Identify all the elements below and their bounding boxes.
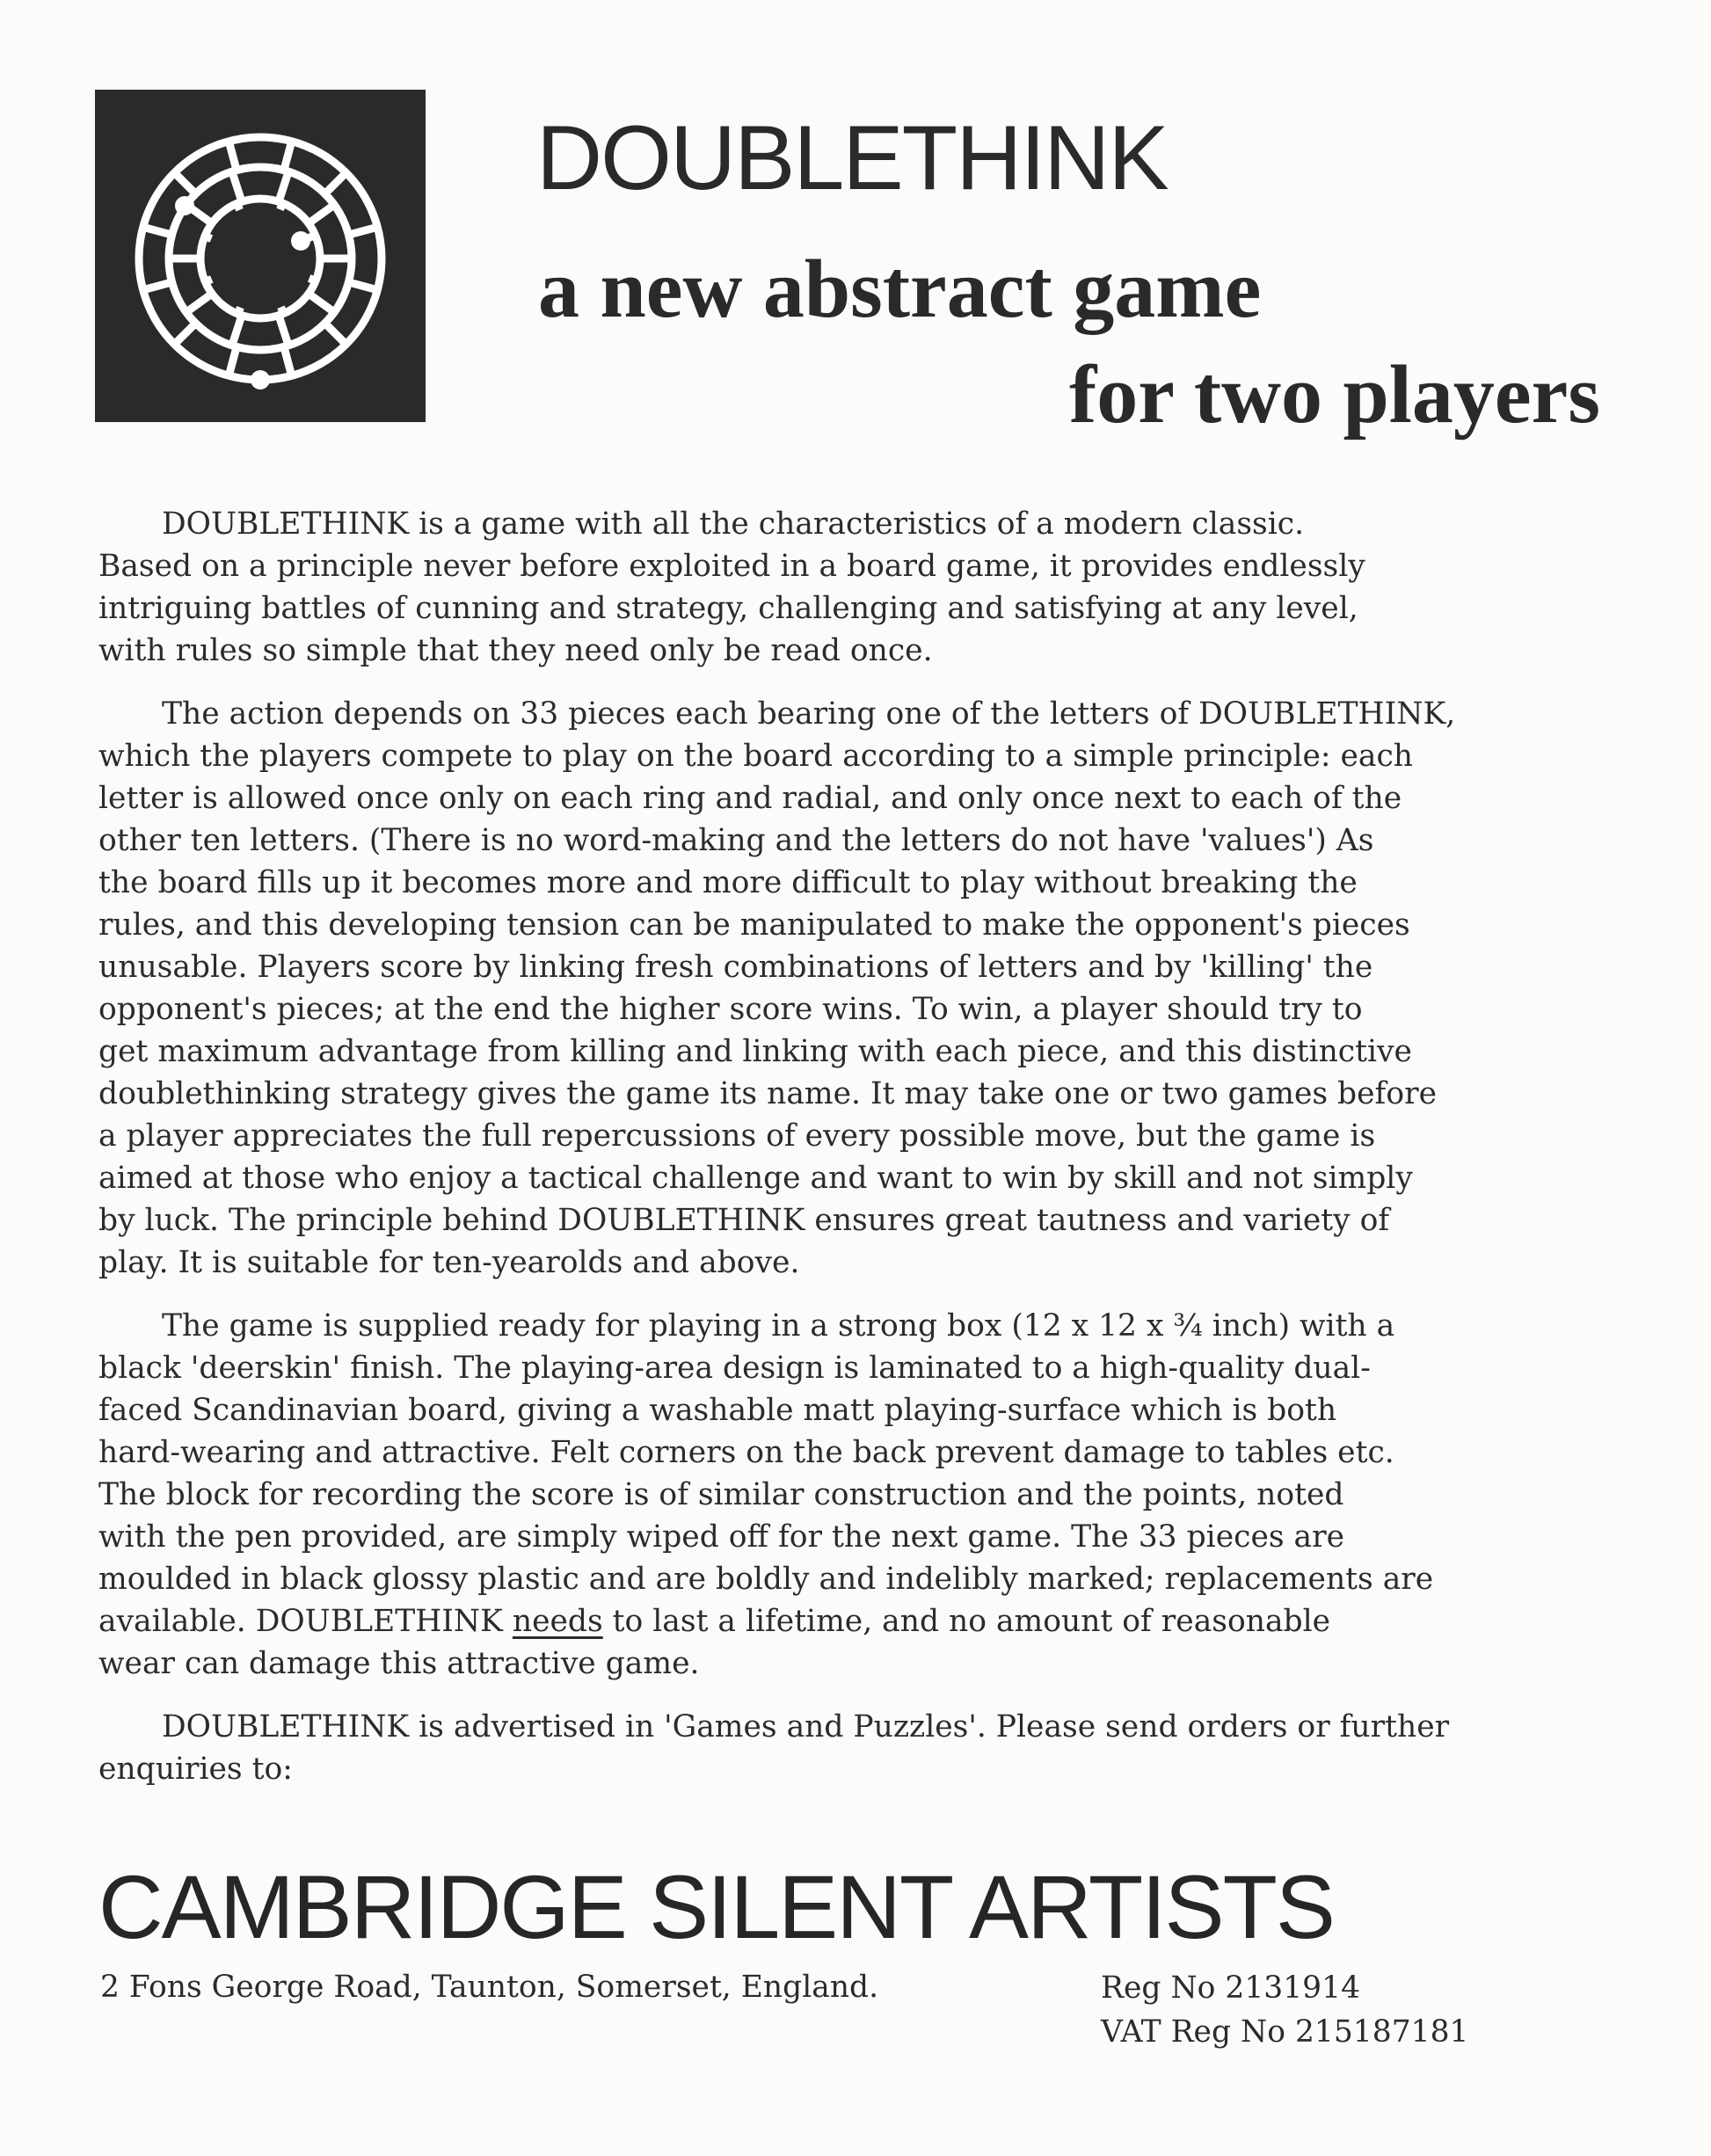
board-radial [232, 171, 242, 201]
logo [95, 90, 426, 422]
board-radial [309, 294, 334, 312]
text-line: play. It is suitable for ten-yearolds and above. [98, 1245, 800, 1280]
board-radial [284, 142, 292, 171]
board-radial [174, 172, 195, 193]
paragraph-supply [98, 1305, 1611, 1685]
board-radial [232, 316, 242, 346]
board-spoke [309, 235, 315, 237]
board-radial [229, 346, 237, 375]
underlined-word: needs [512, 1604, 603, 1639]
text-line: Based on a principle never before exploited in a board game, it provides endlessly [98, 549, 1365, 584]
board-spoke [205, 237, 211, 239]
text-line: faced Scandinavian board, giving a washable matt playing-surface which is both [98, 1393, 1337, 1428]
vat-reg-number: VAT Reg No 215187181 [1101, 2014, 1469, 2050]
board-spoke [280, 203, 282, 209]
text-line: moulded in black glossy plastic and are boldly and indelibly marked; replacements are [98, 1562, 1434, 1597]
circular-game-board-icon [95, 90, 426, 422]
board-ring [200, 199, 320, 318]
company-name: CAMBRIDGE SILENT ARTISTS [98, 1857, 1334, 1957]
body-text [98, 503, 1611, 1811]
text-line: intriguing battles of cunning and strategy, challenging and satisfying at any level, [98, 591, 1358, 626]
board-spoke [238, 308, 241, 314]
text-line: get maximum advantage from killing and linking with each piece, and this distinctive [98, 1034, 1412, 1069]
board-piece [291, 231, 310, 251]
text-line-underlined [98, 1600, 1611, 1642]
board-radial [348, 227, 377, 235]
board-spoke [205, 279, 211, 281]
board-radial [279, 316, 288, 346]
board-radial [186, 294, 212, 312]
text-fragment: to last a lifetime, and no amount of reasonable [602, 1604, 1331, 1639]
text-line: aimed at those who enjoy a tactical challenge and want to win by skill and not simply [98, 1161, 1413, 1196]
board-spoke [309, 278, 316, 280]
text-line: doublethinking strategy gives the game its name. It may take one or two games before [98, 1076, 1438, 1111]
board-radial [229, 142, 237, 171]
text-line: with rules so simple that they need only be read once. [98, 633, 933, 668]
reg-number: Reg No 2131914 [1101, 1970, 1361, 2006]
text-line: the board fills up it becomes more and more difficult to play without breaking the [98, 865, 1358, 900]
text-line: a player appreciates the full repercussions of every possible move, but the game is [98, 1118, 1376, 1154]
text-line: DOUBLETHINK is advertised in 'Games and Puzzles'. Please send orders or further [162, 1709, 1450, 1744]
board-radial [143, 227, 172, 235]
text-line: with the pen provided, are simply wiped off for the next game. The 33 pieces are [98, 1519, 1345, 1555]
text-line: The block for recording the score is of similar construction and the points, noted [98, 1477, 1344, 1512]
text-line: by luck. The principle behind DOUBLETHINK ensures great tautness and variety of [98, 1203, 1390, 1238]
board-radial [284, 346, 292, 375]
subtitle-line-1: a new abstract game [538, 244, 1262, 335]
board-radial [279, 171, 288, 201]
text-line: enquiries to: [98, 1752, 293, 1787]
board-radial [348, 282, 377, 290]
paragraph-intro [98, 503, 1611, 672]
text-line: opponent's pieces; at the end the higher score wins. To win, a player should try to [98, 992, 1363, 1027]
text-line: other ten letters. (There is no word-making and the letters do not have 'values') As [98, 823, 1374, 858]
text-line: letter is allowed once only on each ring and radial, and only once next to each of the [98, 781, 1402, 816]
board-radial [174, 324, 195, 345]
board-radial [325, 324, 346, 345]
board-piece [175, 196, 194, 215]
registration-info [1101, 1966, 1469, 2054]
text-line: which the players compete to play on the board according to a simple principle: each [98, 739, 1414, 774]
text-fragment: available. DOUBLETHINK [98, 1604, 513, 1639]
subtitle-line-2: for two players [1069, 349, 1600, 441]
board-radial [309, 205, 334, 223]
board-spoke [280, 307, 283, 313]
text-line: The game is supplied ready for playing in a strong box (12 x 12 x ¾ inch) with a [162, 1308, 1395, 1344]
company-address: 2 Fons George Road, Taunton, Somerset, England. [100, 1970, 879, 2005]
text-line: hard-wearing and attractive. Felt corners on the back prevent damage to tables etc. [98, 1435, 1394, 1470]
page-title: DOUBLETHINK [536, 107, 1168, 209]
text-line: rules, and this developing tension can be manipulated to make the opponent's pieces [98, 907, 1410, 943]
text-line: The action depends on 33 pieces each bearing one of the letters of DOUBLETHINK, [162, 696, 1456, 732]
board-spoke [237, 203, 239, 209]
board-radial [325, 172, 346, 193]
text-line: unusable. Players score by linking fresh combinations of letters and by 'killing' the [98, 950, 1373, 985]
board-piece [251, 370, 270, 390]
text-line: black 'deerskin' finish. The playing-area design is laminated to a high-quality dual- [98, 1351, 1371, 1386]
paragraph-action [98, 693, 1611, 1284]
board-radial [143, 282, 172, 290]
text-line: wear can damage this attractive game. [98, 1646, 700, 1681]
paragraph-orders [98, 1706, 1611, 1790]
text-line: DOUBLETHINK is a game with all the characteristics of a modern classic. [162, 506, 1305, 542]
